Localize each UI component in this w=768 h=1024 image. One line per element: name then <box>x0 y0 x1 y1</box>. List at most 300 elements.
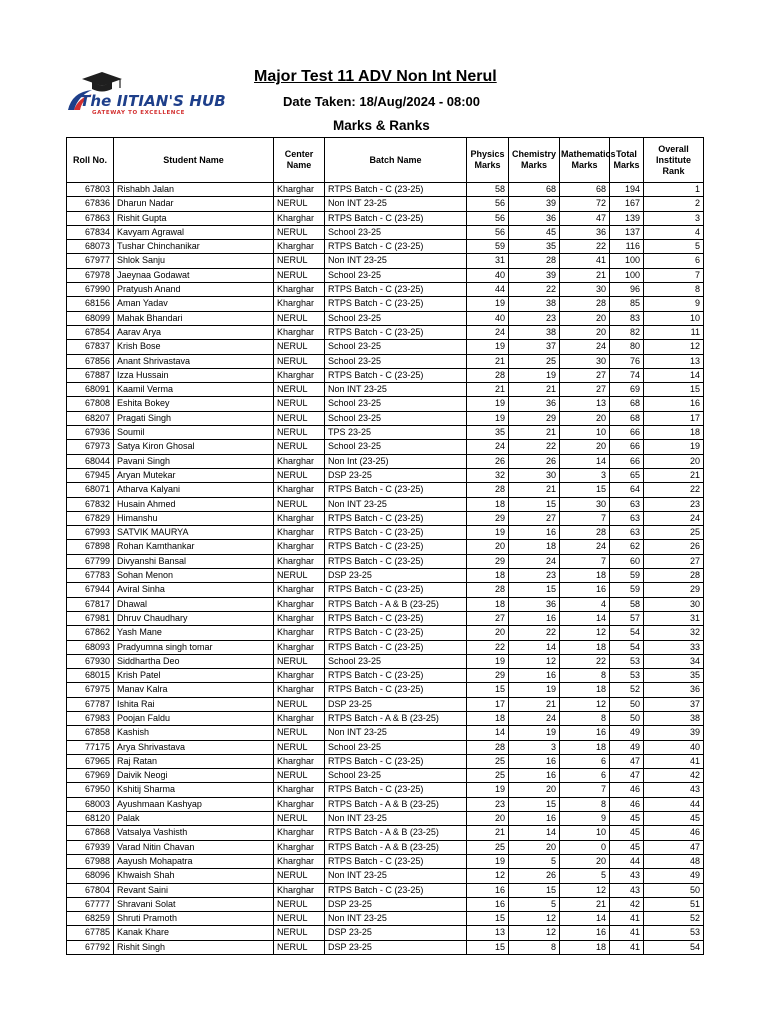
roll-no-cell: 67858 <box>67 726 114 740</box>
center-name-cell: Kharghar <box>274 597 325 611</box>
center-name-cell: Kharghar <box>274 669 325 683</box>
rank-cell: 28 <box>644 569 704 583</box>
total-marks-cell: 54 <box>610 640 644 654</box>
mathematics-marks-cell: 12 <box>560 697 610 711</box>
batch-name-cell: Non INT 23-25 <box>325 197 467 211</box>
rank-cell: 30 <box>644 597 704 611</box>
total-marks-cell: 41 <box>610 940 644 954</box>
roll-no-cell: 67792 <box>67 940 114 954</box>
chemistry-marks-cell: 15 <box>509 883 560 897</box>
rank-cell: 34 <box>644 654 704 668</box>
table-row <box>67 797 704 811</box>
physics-marks-cell: 40 <box>467 268 509 282</box>
roll-no-cell: 68044 <box>67 454 114 468</box>
physics-marks-cell: 19 <box>467 654 509 668</box>
student-name-cell: Kavyam Agrawal <box>114 225 274 239</box>
mathematics-marks-cell: 10 <box>560 426 610 440</box>
mathematics-marks-cell: 21 <box>560 268 610 282</box>
mathematics-marks-cell: 12 <box>560 626 610 640</box>
mathematics-marks-cell: 6 <box>560 769 610 783</box>
center-name-cell: Kharghar <box>274 583 325 597</box>
rank-cell: 33 <box>644 640 704 654</box>
roll-no-cell: 67993 <box>67 526 114 540</box>
table-row <box>67 854 704 868</box>
center-name-cell: NERUL <box>274 383 325 397</box>
mathematics-marks-cell: 8 <box>560 711 610 725</box>
mathematics-marks-cell: 7 <box>560 511 610 525</box>
physics-marks-cell: 19 <box>467 297 509 311</box>
rank-cell: 44 <box>644 797 704 811</box>
table-row <box>67 697 704 711</box>
mathematics-marks-cell: 7 <box>560 783 610 797</box>
table-row <box>67 368 704 382</box>
chemistry-marks-cell: 28 <box>509 254 560 268</box>
center-name-cell: Kharghar <box>274 640 325 654</box>
table-row <box>67 454 704 468</box>
mathematics-marks-cell: 18 <box>560 569 610 583</box>
student-name-cell: Aman Yadav <box>114 297 274 311</box>
total-marks-cell: 64 <box>610 483 644 497</box>
physics-marks-cell: 44 <box>467 283 509 297</box>
rank-cell: 23 <box>644 497 704 511</box>
center-name-cell: Kharghar <box>274 511 325 525</box>
physics-marks-cell: 28 <box>467 583 509 597</box>
table-row <box>67 397 704 411</box>
batch-name-cell: RTPS Batch - C (23-25) <box>325 611 467 625</box>
student-name-cell: Izza Hussain <box>114 368 274 382</box>
center-name-cell: NERUL <box>274 897 325 911</box>
mathematics-marks-cell: 18 <box>560 683 610 697</box>
rank-cell: 50 <box>644 883 704 897</box>
physics-marks-cell: 15 <box>467 912 509 926</box>
total-marks-cell: 59 <box>610 583 644 597</box>
center-name-cell: NERUL <box>274 726 325 740</box>
table-row <box>67 654 704 668</box>
chemistry-marks-cell: 20 <box>509 840 560 854</box>
batch-name-cell: RTPS Batch - C (23-25) <box>325 211 467 225</box>
batch-name-cell: RTPS Batch - A & B (23-25) <box>325 711 467 725</box>
chemistry-marks-cell: 16 <box>509 669 560 683</box>
total-marks-cell: 139 <box>610 211 644 225</box>
total-marks-cell: 46 <box>610 797 644 811</box>
col-header-chemistry-marks: Chemistry Marks <box>509 138 560 183</box>
batch-name-cell: RTPS Batch - C (23-25) <box>325 283 467 297</box>
physics-marks-cell: 24 <box>467 325 509 339</box>
roll-no-cell: 67965 <box>67 754 114 768</box>
rank-cell: 17 <box>644 411 704 425</box>
batch-name-cell: RTPS Batch - C (23-25) <box>325 368 467 382</box>
physics-marks-cell: 56 <box>467 211 509 225</box>
rank-cell: 46 <box>644 826 704 840</box>
center-name-cell: NERUL <box>274 654 325 668</box>
physics-marks-cell: 58 <box>467 183 509 197</box>
table-row <box>67 468 704 482</box>
mathematics-marks-cell: 5 <box>560 869 610 883</box>
chemistry-marks-cell: 16 <box>509 754 560 768</box>
student-name-cell: Rishit Gupta <box>114 211 274 225</box>
mathematics-marks-cell: 28 <box>560 297 610 311</box>
total-marks-cell: 63 <box>610 526 644 540</box>
center-name-cell: NERUL <box>274 254 325 268</box>
batch-name-cell: RTPS Batch - C (23-25) <box>325 183 467 197</box>
table-row <box>67 411 704 425</box>
total-marks-cell: 45 <box>610 840 644 854</box>
roll-no-cell: 67981 <box>67 611 114 625</box>
student-name-cell: Pratyush Anand <box>114 283 274 297</box>
roll-no-cell: 67990 <box>67 283 114 297</box>
student-name-cell: Aarav Arya <box>114 325 274 339</box>
total-marks-cell: 137 <box>610 225 644 239</box>
table-row <box>67 940 704 954</box>
student-name-cell: Eshita Bokey <box>114 397 274 411</box>
rank-cell: 29 <box>644 583 704 597</box>
table-row <box>67 869 704 883</box>
student-name-cell: Vatsalya Vashisth <box>114 826 274 840</box>
chemistry-marks-cell: 15 <box>509 583 560 597</box>
center-name-cell: Kharghar <box>274 297 325 311</box>
center-name-cell: Kharghar <box>274 454 325 468</box>
mathematics-marks-cell: 30 <box>560 354 610 368</box>
batch-name-cell: RTPS Batch - C (23-25) <box>325 669 467 683</box>
center-name-cell: NERUL <box>274 926 325 940</box>
table-row <box>67 740 704 754</box>
rank-cell: 22 <box>644 483 704 497</box>
col-header-physics-marks: Physics Marks <box>467 138 509 183</box>
chemistry-marks-cell: 19 <box>509 368 560 382</box>
student-name-cell: Manav Kalra <box>114 683 274 697</box>
total-marks-cell: 96 <box>610 283 644 297</box>
student-name-cell: Dhawal <box>114 597 274 611</box>
mathematics-marks-cell: 15 <box>560 483 610 497</box>
student-name-cell: Atharva Kalyani <box>114 483 274 497</box>
batch-name-cell: School 23-25 <box>325 740 467 754</box>
rank-cell: 1 <box>644 183 704 197</box>
total-marks-cell: 100 <box>610 254 644 268</box>
physics-marks-cell: 56 <box>467 225 509 239</box>
table-row <box>67 483 704 497</box>
physics-marks-cell: 23 <box>467 797 509 811</box>
student-name-cell: Satya Kiron Ghosal <box>114 440 274 454</box>
center-name-cell: Kharghar <box>274 526 325 540</box>
student-name-cell: Tushar Chinchanikar <box>114 240 274 254</box>
table-row <box>67 183 704 197</box>
table-row <box>67 268 704 282</box>
physics-marks-cell: 22 <box>467 640 509 654</box>
total-marks-cell: 116 <box>610 240 644 254</box>
mathematics-marks-cell: 4 <box>560 597 610 611</box>
rank-cell: 45 <box>644 812 704 826</box>
physics-marks-cell: 19 <box>467 397 509 411</box>
student-name-cell: Palak <box>114 812 274 826</box>
batch-name-cell: RTPS Batch - C (23-25) <box>325 854 467 868</box>
chemistry-marks-cell: 15 <box>509 497 560 511</box>
total-marks-cell: 74 <box>610 368 644 382</box>
chemistry-marks-cell: 21 <box>509 483 560 497</box>
student-name-cell: Rohan Kamthankar <box>114 540 274 554</box>
mathematics-marks-cell: 13 <box>560 397 610 411</box>
mathematics-marks-cell: 41 <box>560 254 610 268</box>
roll-no-cell: 67975 <box>67 683 114 697</box>
student-name-cell: Divyanshi Bansal <box>114 554 274 568</box>
total-marks-cell: 42 <box>610 897 644 911</box>
table-row <box>67 926 704 940</box>
physics-marks-cell: 20 <box>467 540 509 554</box>
student-name-cell: Kaamil Verma <box>114 383 274 397</box>
chemistry-marks-cell: 12 <box>509 926 560 940</box>
institute-logo <box>62 70 226 120</box>
roll-no-cell: 67787 <box>67 697 114 711</box>
mathematics-marks-cell: 6 <box>560 754 610 768</box>
rank-cell: 31 <box>644 611 704 625</box>
batch-name-cell: School 23-25 <box>325 354 467 368</box>
total-marks-cell: 49 <box>610 740 644 754</box>
total-marks-cell: 82 <box>610 325 644 339</box>
center-name-cell: NERUL <box>274 397 325 411</box>
chemistry-marks-cell: 25 <box>509 354 560 368</box>
center-name-cell: Kharghar <box>274 711 325 725</box>
student-name-cell: Khwaish Shah <box>114 869 274 883</box>
roll-no-cell: 67950 <box>67 783 114 797</box>
physics-marks-cell: 18 <box>467 569 509 583</box>
student-name-cell: Varad Nitin Chavan <box>114 840 274 854</box>
chemistry-marks-cell: 22 <box>509 626 560 640</box>
table-row <box>67 526 704 540</box>
batch-name-cell: RTPS Batch - C (23-25) <box>325 554 467 568</box>
total-marks-cell: 43 <box>610 869 644 883</box>
rank-cell: 2 <box>644 197 704 211</box>
table-row <box>67 554 704 568</box>
chemistry-marks-cell: 24 <box>509 711 560 725</box>
batch-name-cell: RTPS Batch - C (23-25) <box>325 640 467 654</box>
batch-name-cell: School 23-25 <box>325 225 467 239</box>
total-marks-cell: 49 <box>610 726 644 740</box>
physics-marks-cell: 35 <box>467 426 509 440</box>
chemistry-marks-cell: 16 <box>509 769 560 783</box>
table-row <box>67 812 704 826</box>
table-row <box>67 254 704 268</box>
chemistry-marks-cell: 39 <box>509 197 560 211</box>
center-name-cell: NERUL <box>274 869 325 883</box>
rank-cell: 43 <box>644 783 704 797</box>
batch-name-cell: School 23-25 <box>325 411 467 425</box>
total-marks-cell: 41 <box>610 912 644 926</box>
chemistry-marks-cell: 39 <box>509 268 560 282</box>
roll-no-cell: 68073 <box>67 240 114 254</box>
batch-name-cell: Non INT 23-25 <box>325 869 467 883</box>
physics-marks-cell: 19 <box>467 411 509 425</box>
batch-name-cell: RTPS Batch - A & B (23-25) <box>325 597 467 611</box>
total-marks-cell: 53 <box>610 654 644 668</box>
batch-name-cell: TPS 23-25 <box>325 426 467 440</box>
total-marks-cell: 66 <box>610 454 644 468</box>
table-row <box>67 325 704 339</box>
center-name-cell: NERUL <box>274 740 325 754</box>
student-name-cell: Daivik Neogi <box>114 769 274 783</box>
physics-marks-cell: 19 <box>467 526 509 540</box>
chemistry-marks-cell: 38 <box>509 325 560 339</box>
batch-name-cell: RTPS Batch - C (23-25) <box>325 783 467 797</box>
chemistry-marks-cell: 23 <box>509 311 560 325</box>
physics-marks-cell: 27 <box>467 611 509 625</box>
center-name-cell: NERUL <box>274 197 325 211</box>
center-name-cell: NERUL <box>274 440 325 454</box>
table-row <box>67 897 704 911</box>
physics-marks-cell: 15 <box>467 683 509 697</box>
roll-no-cell: 68207 <box>67 411 114 425</box>
batch-name-cell: DSP 23-25 <box>325 569 467 583</box>
roll-no-cell: 67777 <box>67 897 114 911</box>
mathematics-marks-cell: 27 <box>560 383 610 397</box>
physics-marks-cell: 56 <box>467 197 509 211</box>
chemistry-marks-cell: 16 <box>509 526 560 540</box>
student-name-cell: Pavani Singh <box>114 454 274 468</box>
roll-no-cell: 67803 <box>67 183 114 197</box>
rank-cell: 12 <box>644 340 704 354</box>
total-marks-cell: 63 <box>610 497 644 511</box>
table-row <box>67 912 704 926</box>
mathematics-marks-cell: 8 <box>560 669 610 683</box>
rank-cell: 25 <box>644 526 704 540</box>
rank-cell: 48 <box>644 854 704 868</box>
rank-cell: 3 <box>644 211 704 225</box>
batch-name-cell: School 23-25 <box>325 268 467 282</box>
rank-cell: 18 <box>644 426 704 440</box>
rank-cell: 6 <box>644 254 704 268</box>
physics-marks-cell: 13 <box>467 926 509 940</box>
physics-marks-cell: 18 <box>467 711 509 725</box>
center-name-cell: Kharghar <box>274 240 325 254</box>
batch-name-cell: Non INT 23-25 <box>325 254 467 268</box>
center-name-cell: NERUL <box>274 426 325 440</box>
center-name-cell: Kharghar <box>274 554 325 568</box>
physics-marks-cell: 28 <box>467 740 509 754</box>
student-name-cell: Krish Bose <box>114 340 274 354</box>
total-marks-cell: 83 <box>610 311 644 325</box>
table-row <box>67 225 704 239</box>
roll-no-cell: 67978 <box>67 268 114 282</box>
chemistry-marks-cell: 22 <box>509 283 560 297</box>
batch-name-cell: RTPS Batch - C (23-25) <box>325 883 467 897</box>
chemistry-marks-cell: 19 <box>509 683 560 697</box>
batch-name-cell: School 23-25 <box>325 311 467 325</box>
table-row <box>67 240 704 254</box>
batch-name-cell: RTPS Batch - C (23-25) <box>325 240 467 254</box>
mathematics-marks-cell: 72 <box>560 197 610 211</box>
table-row <box>67 540 704 554</box>
physics-marks-cell: 19 <box>467 854 509 868</box>
student-name-cell: Yash Mane <box>114 626 274 640</box>
batch-name-cell: DSP 23-25 <box>325 940 467 954</box>
total-marks-cell: 50 <box>610 697 644 711</box>
physics-marks-cell: 28 <box>467 368 509 382</box>
batch-name-cell: RTPS Batch - A & B (23-25) <box>325 826 467 840</box>
physics-marks-cell: 20 <box>467 812 509 826</box>
total-marks-cell: 66 <box>610 440 644 454</box>
physics-marks-cell: 29 <box>467 511 509 525</box>
table-row <box>67 340 704 354</box>
student-name-cell: Kshitij Sharma <box>114 783 274 797</box>
chemistry-marks-cell: 23 <box>509 569 560 583</box>
center-name-cell: Kharghar <box>274 683 325 697</box>
center-name-cell: NERUL <box>274 912 325 926</box>
table-row <box>67 354 704 368</box>
mathematics-marks-cell: 22 <box>560 240 610 254</box>
total-marks-cell: 45 <box>610 826 644 840</box>
total-marks-cell: 44 <box>610 854 644 868</box>
total-marks-cell: 167 <box>610 197 644 211</box>
batch-name-cell: DSP 23-25 <box>325 897 467 911</box>
batch-name-cell: RTPS Batch - C (23-25) <box>325 540 467 554</box>
chemistry-marks-cell: 16 <box>509 812 560 826</box>
center-name-cell: Kharghar <box>274 826 325 840</box>
rank-cell: 35 <box>644 669 704 683</box>
roll-no-cell: 68099 <box>67 311 114 325</box>
roll-no-cell: 67973 <box>67 440 114 454</box>
chemistry-marks-cell: 14 <box>509 826 560 840</box>
mathematics-marks-cell: 18 <box>560 640 610 654</box>
roll-no-cell: 67930 <box>67 654 114 668</box>
chemistry-marks-cell: 36 <box>509 211 560 225</box>
batch-name-cell: Non INT 23-25 <box>325 812 467 826</box>
rank-cell: 21 <box>644 468 704 482</box>
mathematics-marks-cell: 16 <box>560 583 610 597</box>
rank-cell: 7 <box>644 268 704 282</box>
table-row <box>67 626 704 640</box>
chemistry-marks-cell: 14 <box>509 640 560 654</box>
table-row <box>67 683 704 697</box>
student-name-cell: Shravani Solat <box>114 897 274 911</box>
table-row <box>67 726 704 740</box>
mathematics-marks-cell: 3 <box>560 468 610 482</box>
center-name-cell: NERUL <box>274 268 325 282</box>
table-row <box>67 197 704 211</box>
roll-no-cell: 67856 <box>67 354 114 368</box>
roll-no-cell: 67808 <box>67 397 114 411</box>
table-row <box>67 826 704 840</box>
chemistry-marks-cell: 22 <box>509 440 560 454</box>
roll-no-cell: 67887 <box>67 368 114 382</box>
table-row <box>67 711 704 725</box>
physics-marks-cell: 16 <box>467 883 509 897</box>
physics-marks-cell: 28 <box>467 483 509 497</box>
chemistry-marks-cell: 15 <box>509 797 560 811</box>
table-row <box>67 597 704 611</box>
rank-cell: 41 <box>644 754 704 768</box>
batch-name-cell: Non INT 23-25 <box>325 726 467 740</box>
table-row <box>67 883 704 897</box>
physics-marks-cell: 29 <box>467 554 509 568</box>
physics-marks-cell: 18 <box>467 497 509 511</box>
chemistry-marks-cell: 68 <box>509 183 560 197</box>
mathematics-marks-cell: 30 <box>560 497 610 511</box>
center-name-cell: Kharghar <box>274 783 325 797</box>
col-header-roll-no: Roll No. <box>67 138 114 183</box>
student-name-cell: Aayush Mohapatra <box>114 854 274 868</box>
roll-no-cell: 68156 <box>67 297 114 311</box>
chemistry-marks-cell: 12 <box>509 912 560 926</box>
center-name-cell: NERUL <box>274 354 325 368</box>
batch-name-cell: Non INT 23-25 <box>325 383 467 397</box>
mathematics-marks-cell: 28 <box>560 526 610 540</box>
physics-marks-cell: 21 <box>467 826 509 840</box>
roll-no-cell: 67988 <box>67 854 114 868</box>
mathematics-marks-cell: 20 <box>560 440 610 454</box>
physics-marks-cell: 19 <box>467 783 509 797</box>
mathematics-marks-cell: 14 <box>560 611 610 625</box>
student-name-cell: Kanak Khare <box>114 926 274 940</box>
table-row <box>67 669 704 683</box>
chemistry-marks-cell: 26 <box>509 454 560 468</box>
